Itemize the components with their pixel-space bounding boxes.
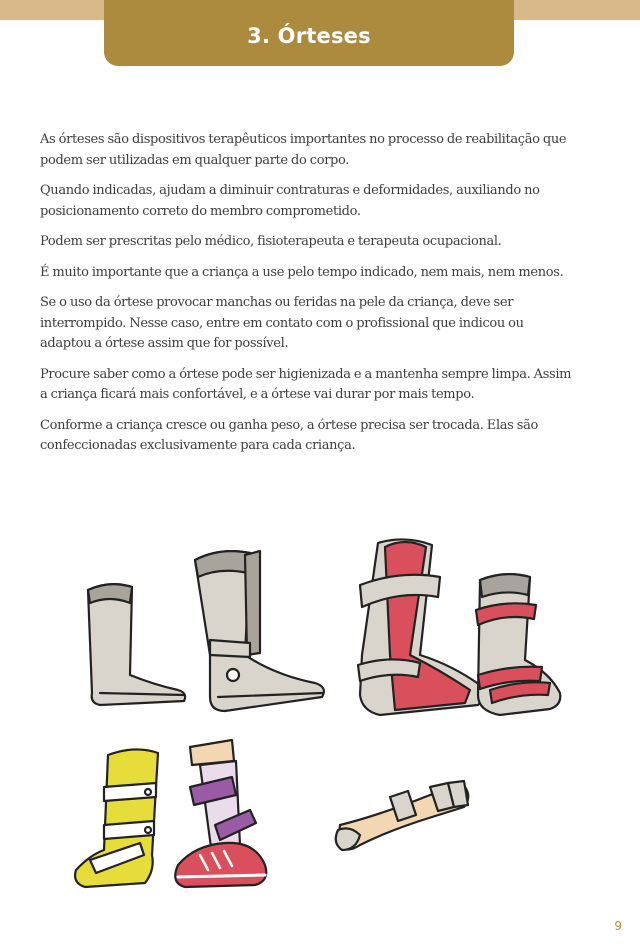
orthosis-simple-afo	[88, 584, 185, 705]
paragraph: As órteses são dispositivos terapêuticos importantes no processo de reabilitação que podem ser utilizadas em qualquer parte do corpo.	[40, 132, 567, 168]
paragraph: Se o uso da órtese provocar manchas ou feridas na pele da criança, deve ser interrompido. Nesse caso, entre em contato com o profissional que indicou ou adaptou a órtese assim que for possível.	[40, 295, 524, 351]
paragraph: Conforme a criança cresce ou ganha peso, a órtese precisa ser trocada. Elas são confeccionadas exclusivamente para cada criança.	[40, 417, 538, 453]
orthosis-shoe-afo	[175, 740, 266, 887]
paragraph: É muito importante que a criança a use pelo tempo indicado, nem mais, nem menos.	[40, 264, 564, 280]
body-text	[40, 130, 578, 467]
orthosis-red-afo	[358, 539, 484, 715]
page-number: 9	[614, 919, 622, 933]
paragraph: Podem ser prescritas pelo médico, fisioterapeuta e terapeuta ocupacional.	[40, 234, 502, 249]
paragraph: Quando indicadas, ajudam a diminuir contraturas e deformidades, auxiliando no posicionamento correto do membro comprometido.	[40, 183, 540, 219]
orthosis-strapped-afo	[476, 574, 560, 715]
title-tab	[104, 0, 514, 66]
orthosis-yellow-afo	[75, 749, 158, 887]
paragraph: Procure saber como a órtese pode ser higienizada e a mantenha sempre limpa. Assim a criança ficará mais confortável, e a órtese vai durar por mais tempo.	[40, 366, 572, 402]
orthosis-hand-splint	[336, 781, 469, 850]
page-title: 3. Órteses	[247, 24, 371, 48]
orthoses-illustration	[60, 525, 580, 905]
orthosis-hinged-afo	[195, 551, 324, 711]
